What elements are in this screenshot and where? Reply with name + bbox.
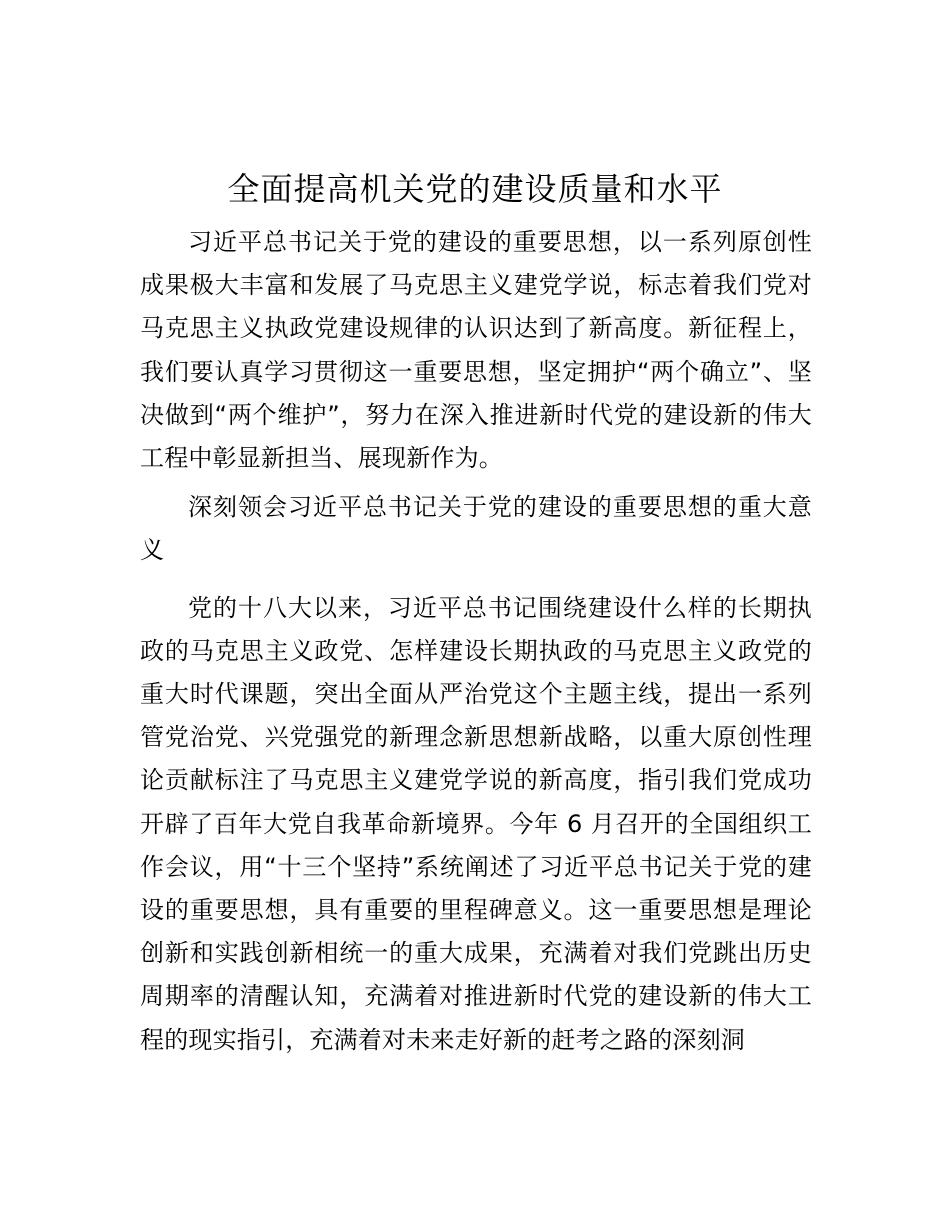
document-title: 全面提高机关党的建设质量和水平 bbox=[227, 170, 723, 208]
section-heading: 深刻领会习近平总书记关于党的建设的重要思想的重大意义 bbox=[140, 493, 812, 565]
paragraph-main: 党的十八大以来，习近平总书记围绕建设什么样的长期执政的马克思主义政党、怎样建设长期执政的马克思主义政党的重大时代课题，突出全面从严治党这个主题主线，提出一系列管党治党、兴党强党的新理念新思想新战略，以重大原创性理论贡献标注了马克思主义建党学说的新高度，指引我们党成功开辟了百年大党自我革命新境界。今年 6 月召开的全国组织工作会议，用“十三个坚持”系统阐述了习近平总书记关于党的建设的重要思想，具有重要的里程碑意义。这一重要思想是理论创新和实践创新相统一的重大成果，充满着对我们党跳出历史周期率的清醒认知，充满着对推进新时代党的建设新的伟大工程的现实指引，充满着对未来走好新的赶考之路的深刻洞 bbox=[140, 593, 812, 1054]
document-body bbox=[140, 221, 812, 1068]
paragraph-intro: 习近平总书记关于党的建设的重要思想，以一系列原创性成果极大丰富和发展了马克思主义建党学说，标志着我们党对马克思主义执政党建设规律的认识达到了新高度。新征程上，我们要认真学习贯彻这一重要思想，坚定拥护“两个确立”、坚决做到“两个维护”，努力在深入推进新时代党的建设新的伟大工程中彰显新担当、展现新作为。 bbox=[140, 228, 812, 473]
